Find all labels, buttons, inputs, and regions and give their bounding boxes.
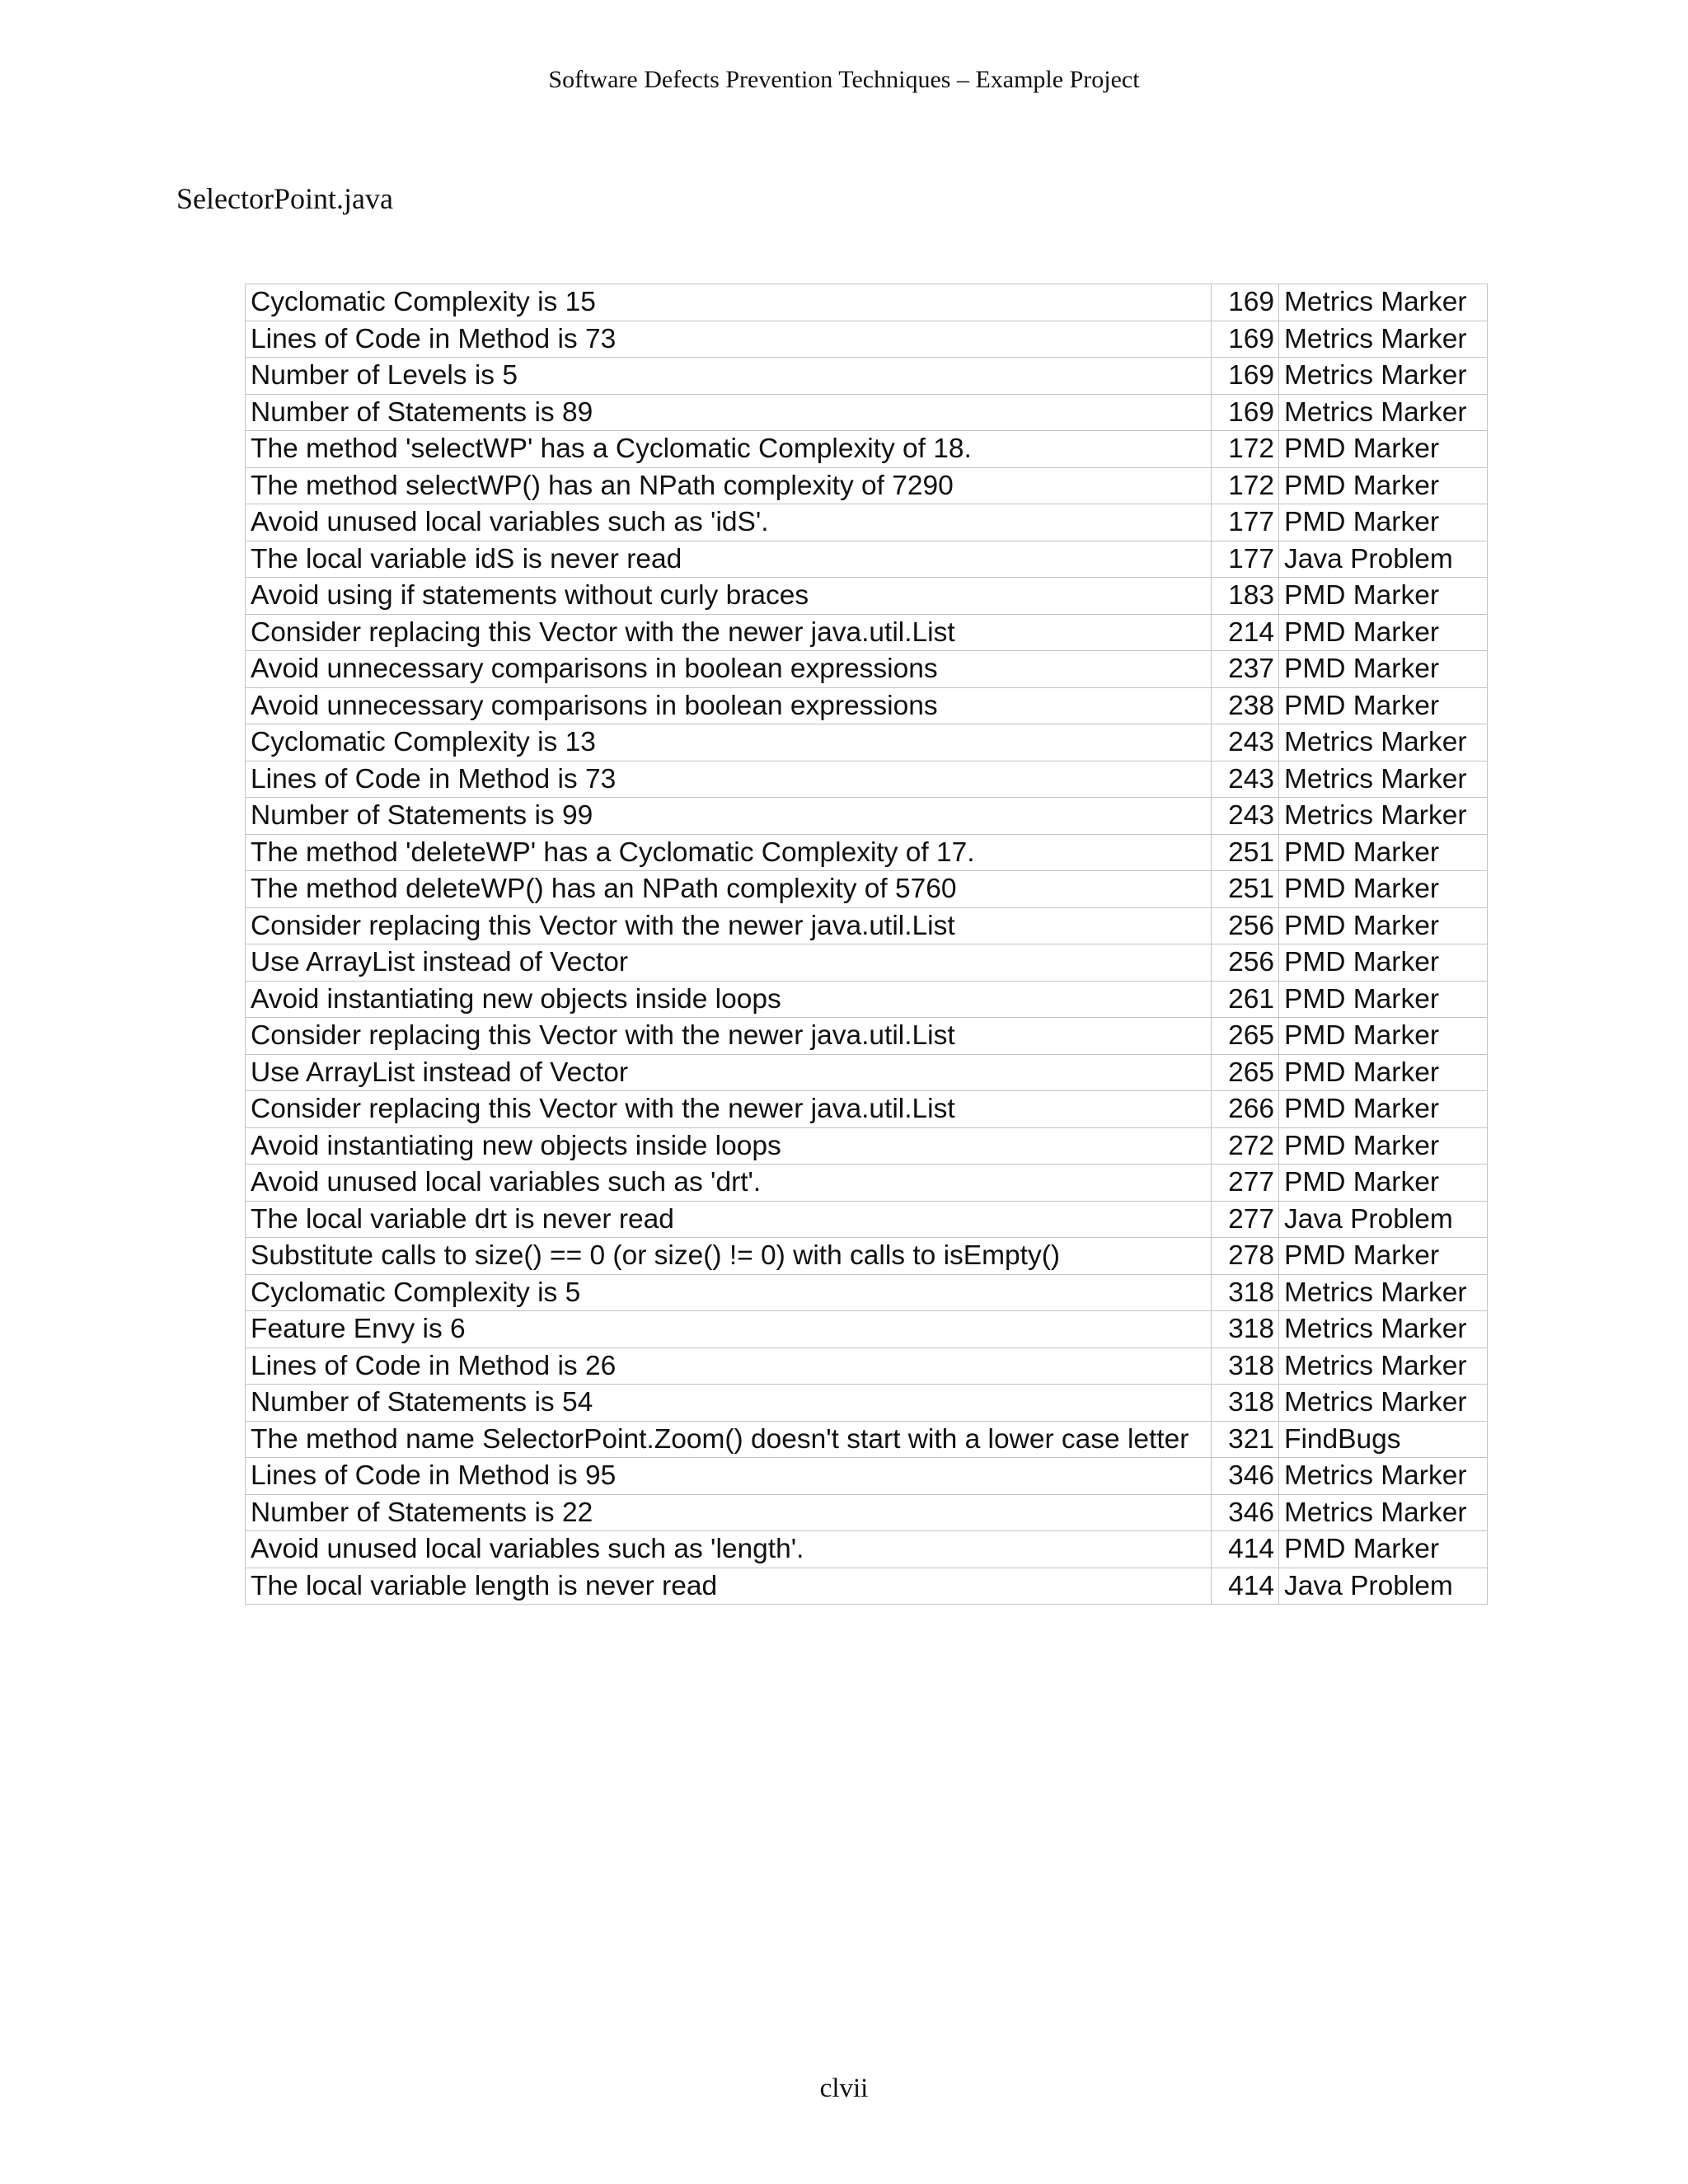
line-number-cell: 169 xyxy=(1212,358,1279,395)
marker-type-cell: Metrics Marker xyxy=(1279,321,1488,358)
marker-type-cell: PMD Marker xyxy=(1279,1531,1488,1568)
line-number-cell: 172 xyxy=(1212,467,1279,504)
message-cell: Avoid instantiating new objects inside loops xyxy=(246,1127,1212,1165)
marker-type-cell: PMD Marker xyxy=(1279,687,1488,724)
marker-type-cell: PMD Marker xyxy=(1279,614,1488,651)
table-row xyxy=(246,1421,1488,1458)
message-cell: Number of Statements is 22 xyxy=(246,1494,1212,1531)
marker-type-cell: Metrics Marker xyxy=(1279,1458,1488,1495)
message-cell: Consider replacing this Vector with the newer java.util.List xyxy=(246,907,1212,944)
message-cell: Avoid instantiating new objects inside loops xyxy=(246,981,1212,1018)
message-cell: The method selectWP() has an NPath complexity of 7290 xyxy=(246,467,1212,504)
message-cell: Number of Levels is 5 xyxy=(246,358,1212,395)
message-cell: Cyclomatic Complexity is 15 xyxy=(246,284,1212,321)
table-row xyxy=(246,1127,1488,1165)
line-number-cell: 265 xyxy=(1212,1054,1279,1091)
message-cell: Avoid unnecessary comparisons in boolean expressions xyxy=(246,651,1212,688)
message-cell: Lines of Code in Method is 73 xyxy=(246,321,1212,358)
message-cell: Cyclomatic Complexity is 13 xyxy=(246,724,1212,762)
message-cell: Number of Statements is 54 xyxy=(246,1385,1212,1422)
marker-type-cell: Metrics Marker xyxy=(1279,1347,1488,1385)
message-cell: Consider replacing this Vector with the newer java.util.List xyxy=(246,614,1212,651)
line-number-cell: 261 xyxy=(1212,981,1279,1018)
message-cell: The method 'selectWP' has a Cyclomatic Complexity of 18. xyxy=(246,431,1212,468)
marker-type-cell: PMD Marker xyxy=(1279,504,1488,541)
line-number-cell: 177 xyxy=(1212,504,1279,541)
line-number-cell: 278 xyxy=(1212,1238,1279,1275)
table-row xyxy=(246,944,1488,982)
line-number-cell: 243 xyxy=(1212,761,1279,798)
table-row xyxy=(246,578,1488,615)
message-cell: The local variable length is never read xyxy=(246,1568,1212,1605)
line-number-cell: 169 xyxy=(1212,284,1279,321)
marker-type-cell: PMD Marker xyxy=(1279,578,1488,615)
line-number-cell: 251 xyxy=(1212,834,1279,871)
table-row xyxy=(246,467,1488,504)
line-number-cell: 277 xyxy=(1212,1201,1279,1238)
marker-type-cell: Metrics Marker xyxy=(1279,394,1488,431)
line-number-cell: 414 xyxy=(1212,1531,1279,1568)
line-number-cell: 251 xyxy=(1212,871,1279,908)
marker-type-cell: Metrics Marker xyxy=(1279,284,1488,321)
table-row xyxy=(246,1568,1488,1605)
table-row xyxy=(246,1274,1488,1311)
table-row xyxy=(246,834,1488,871)
marker-type-cell: PMD Marker xyxy=(1279,1165,1488,1202)
table-row xyxy=(246,1531,1488,1568)
table-row xyxy=(246,871,1488,908)
line-number-cell: 243 xyxy=(1212,798,1279,835)
marker-type-cell: PMD Marker xyxy=(1279,981,1488,1018)
marker-type-cell: PMD Marker xyxy=(1279,1238,1488,1275)
message-cell: Avoid unnecessary comparisons in boolean expressions xyxy=(246,687,1212,724)
line-number-cell: 177 xyxy=(1212,541,1279,578)
message-cell: Number of Statements is 99 xyxy=(246,798,1212,835)
line-number-cell: 272 xyxy=(1212,1127,1279,1165)
message-cell: Feature Envy is 6 xyxy=(246,1311,1212,1348)
marker-type-cell: PMD Marker xyxy=(1279,1091,1488,1128)
line-number-cell: 266 xyxy=(1212,1091,1279,1128)
table-row xyxy=(246,1018,1488,1055)
marker-type-cell: Metrics Marker xyxy=(1279,1385,1488,1422)
line-number-cell: 321 xyxy=(1212,1421,1279,1458)
marker-type-cell: Metrics Marker xyxy=(1279,724,1488,762)
marker-type-cell: Metrics Marker xyxy=(1279,1311,1488,1348)
line-number-cell: 346 xyxy=(1212,1494,1279,1531)
message-cell: The method 'deleteWP' has a Cyclomatic Complexity of 17. xyxy=(246,834,1212,871)
message-cell: The local variable drt is never read xyxy=(246,1201,1212,1238)
table-row xyxy=(246,1311,1488,1348)
line-number-cell: 183 xyxy=(1212,578,1279,615)
line-number-cell: 256 xyxy=(1212,944,1279,982)
line-number-cell: 169 xyxy=(1212,321,1279,358)
marker-type-cell: FindBugs xyxy=(1279,1421,1488,1458)
table-row xyxy=(246,1165,1488,1202)
line-number-cell: 169 xyxy=(1212,394,1279,431)
line-number-cell: 243 xyxy=(1212,724,1279,762)
table-row xyxy=(246,907,1488,944)
marker-type-cell: PMD Marker xyxy=(1279,871,1488,908)
table-row xyxy=(246,358,1488,395)
page-number: clvii xyxy=(819,2074,869,2103)
marker-type-cell: Metrics Marker xyxy=(1279,1494,1488,1531)
marker-type-cell: PMD Marker xyxy=(1279,651,1488,688)
table-row xyxy=(246,1347,1488,1385)
table-row xyxy=(246,284,1488,321)
line-number-cell: 346 xyxy=(1212,1458,1279,1495)
message-cell: Avoid using if statements without curly braces xyxy=(246,578,1212,615)
table-row xyxy=(246,431,1488,468)
message-cell: The method deleteWP() has an NPath complexity of 5760 xyxy=(246,871,1212,908)
table-row xyxy=(246,614,1488,651)
line-number-cell: 172 xyxy=(1212,431,1279,468)
table-row xyxy=(246,687,1488,724)
marker-type-cell: PMD Marker xyxy=(1279,1018,1488,1055)
line-number-cell: 414 xyxy=(1212,1568,1279,1605)
table-row xyxy=(246,651,1488,688)
message-cell: The method name SelectorPoint.Zoom() doesn't start with a lower case letter xyxy=(246,1421,1212,1458)
defects-table xyxy=(245,284,1488,1605)
section-title: SelectorPoint.java xyxy=(176,182,393,215)
line-number-cell: 238 xyxy=(1212,687,1279,724)
marker-type-cell: Java Problem xyxy=(1279,1201,1488,1238)
marker-type-cell: PMD Marker xyxy=(1279,467,1488,504)
marker-type-cell: PMD Marker xyxy=(1279,1127,1488,1165)
line-number-cell: 318 xyxy=(1212,1274,1279,1311)
defects-table-body xyxy=(246,284,1488,1605)
message-cell: Use ArrayList instead of Vector xyxy=(246,1054,1212,1091)
running-header: Software Defects Prevention Techniques – Example Project xyxy=(548,66,1140,93)
table-row xyxy=(246,1385,1488,1422)
table-row xyxy=(246,1458,1488,1495)
marker-type-cell: Metrics Marker xyxy=(1279,761,1488,798)
message-cell: Avoid unused local variables such as 'idS'. xyxy=(246,504,1212,541)
table-row xyxy=(246,541,1488,578)
table-row xyxy=(246,1238,1488,1275)
message-cell: Lines of Code in Method is 73 xyxy=(246,761,1212,798)
message-cell: Avoid unused local variables such as 'drt'. xyxy=(246,1165,1212,1202)
marker-type-cell: PMD Marker xyxy=(1279,907,1488,944)
table-row xyxy=(246,1054,1488,1091)
message-cell: Cyclomatic Complexity is 5 xyxy=(246,1274,1212,1311)
table-row xyxy=(246,1201,1488,1238)
table-row xyxy=(246,981,1488,1018)
marker-type-cell: PMD Marker xyxy=(1279,834,1488,871)
line-number-cell: 318 xyxy=(1212,1311,1279,1348)
message-cell: Avoid unused local variables such as 'length'. xyxy=(246,1531,1212,1568)
message-cell: Substitute calls to size() == 0 (or size() != 0) with calls to isEmpty() xyxy=(246,1238,1212,1275)
line-number-cell: 277 xyxy=(1212,1165,1279,1202)
table-row xyxy=(246,1091,1488,1128)
marker-type-cell: PMD Marker xyxy=(1279,944,1488,982)
table-row xyxy=(246,504,1488,541)
marker-type-cell: Java Problem xyxy=(1279,541,1488,578)
line-number-cell: 318 xyxy=(1212,1385,1279,1422)
message-cell: The local variable idS is never read xyxy=(246,541,1212,578)
table-row xyxy=(246,798,1488,835)
marker-type-cell: PMD Marker xyxy=(1279,431,1488,468)
message-cell: Lines of Code in Method is 26 xyxy=(246,1347,1212,1385)
line-number-cell: 237 xyxy=(1212,651,1279,688)
message-cell: Lines of Code in Method is 95 xyxy=(246,1458,1212,1495)
line-number-cell: 265 xyxy=(1212,1018,1279,1055)
message-cell: Use ArrayList instead of Vector xyxy=(246,944,1212,982)
message-cell: Number of Statements is 89 xyxy=(246,394,1212,431)
line-number-cell: 214 xyxy=(1212,614,1279,651)
line-number-cell: 256 xyxy=(1212,907,1279,944)
marker-type-cell: Metrics Marker xyxy=(1279,1274,1488,1311)
marker-type-cell: Metrics Marker xyxy=(1279,358,1488,395)
message-cell: Consider replacing this Vector with the newer java.util.List xyxy=(246,1018,1212,1055)
table-row xyxy=(246,394,1488,431)
line-number-cell: 318 xyxy=(1212,1347,1279,1385)
marker-type-cell: Metrics Marker xyxy=(1279,798,1488,835)
table-row xyxy=(246,724,1488,762)
marker-type-cell: Java Problem xyxy=(1279,1568,1488,1605)
marker-type-cell: PMD Marker xyxy=(1279,1054,1488,1091)
message-cell: Consider replacing this Vector with the newer java.util.List xyxy=(246,1091,1212,1128)
table-row xyxy=(246,321,1488,358)
table-row xyxy=(246,1494,1488,1531)
table-row xyxy=(246,761,1488,798)
